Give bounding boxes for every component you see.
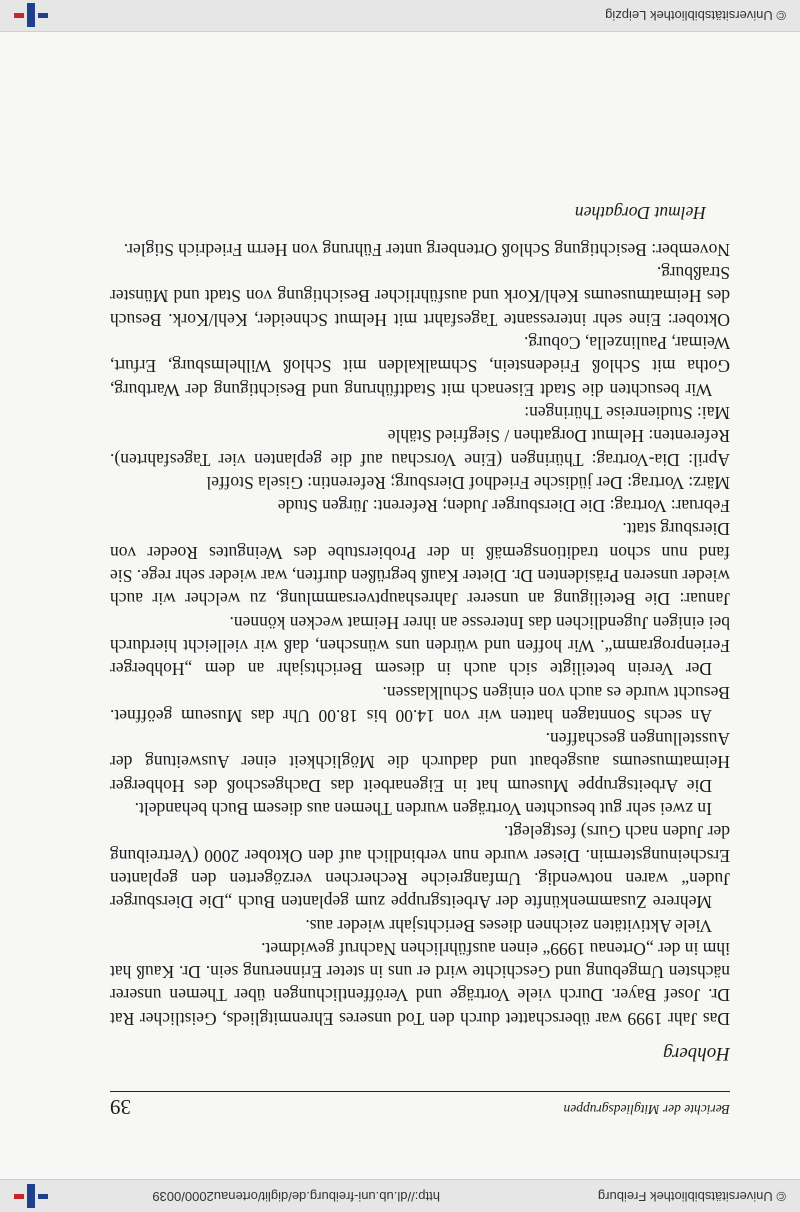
author-signature: Helmut Dorgathen xyxy=(574,202,706,223)
university-logo-icon xyxy=(8,1184,52,1208)
paragraph: An sechs Sonntagen hatten wir von 14.00 bis 18.00 Uhr das Museum geöffnet. Besucht wurde es auch von einigen Schulklassen. xyxy=(110,682,730,726)
paragraph: Viele Aktivitäten zeichnen dieses Berichtsjahr wieder aus. xyxy=(305,915,712,936)
event-paragraph: November: Besichtigung Schloß Ortenberg unter Führung von Herrn Friedrich Stigler. xyxy=(123,239,730,260)
event-paragraph: Mai: Studienreise Thüringen: xyxy=(524,402,730,423)
viewer-footer-bar xyxy=(0,0,800,32)
event-paragraph: April: Dia-Vortrag: Thüringen (Eine Vorschau auf die geplanten vier Tagesfahrten). Referenten: Helmut Dorgathen / Siegfried Stähle xyxy=(110,426,730,470)
viewer-header-bar xyxy=(0,1179,800,1212)
paragraph: Das Jahr 1999 war überschattet durch den Tod unseres Ehrenmitglieds, Geistlicher Rat Dr. Josef Bayer. Durch viele Vorträge und Veröffentlichungen über Themen unserer nächsten Umgebung und Geschichte wird er uns in steter Erinnerung sein. Dr. Kauß hat ihm in der „Ortenau 1999“ einen ausführlichen Nachruf gewidmet. xyxy=(110,938,730,1029)
event-paragraph: Januar: Die Beteiligung an unserer Jahreshauptversammlung, zu welcher wir auch wieder unseren Präsidenten Dr. Dieter Kauß begrüßen durften, war wieder sehr rege. Sie fand nun schon traditionsgemäß in der Probierstube des Weingutes Roeder von Diersburg statt. xyxy=(110,519,730,610)
copyright-text: © Universitätsbibliothek Leipzig xyxy=(605,8,786,23)
running-header xyxy=(110,1091,730,1122)
page-content xyxy=(110,200,730,1122)
paragraph: Die Arbeitsgruppe Museum hat in Eigenarbeit das Dachgeschoß des Hohberger Heimatmuseums ausgebaut und dadurch die Möglichkeit einer Ausweitung der Ausstellungen geschaffen. xyxy=(110,729,730,796)
library-logo-icon xyxy=(8,3,52,27)
event-paragraph: Oktober: Eine sehr interessante Tagesfahrt mit Helmut Schneider, Kehl/Kork. Besuch des Heimatmuseums Kehl/Kork und ausführlicher Besichtigung von Stadt und Münster Straßburg. xyxy=(110,263,730,330)
paragraph: Wir besuchten die Stadt Eisenach mit Stadtführung und Besichtigung der Wartburg, Gotha mit Schloß Friedenstein, Schmalkalden mit Schloß Wilhelmsburg, Erfurt, Weimar, Paulinzella, Coburg. xyxy=(110,333,730,400)
section-title: Hohberg xyxy=(663,1043,730,1064)
event-paragraph: Februar: Vortrag: Die Diersburger Juden; Referent: Jürgen Stude xyxy=(277,496,730,517)
source-url[interactable]: http://dl.ub.uni-freiburg.de/diglit/ortenau2000/0039 xyxy=(152,1189,440,1204)
paragraph: In zwei sehr gut besuchten Vorträgen wurden Themen aus diesem Buch behandelt. xyxy=(134,799,712,820)
paragraph: Mehrere Zusammenkünfte der Arbeitsgruppe zum geplanten Buch „Die Diersburger Juden“ waren notwendig. Umfangreiche Recherchen verzögerten den geplanten Erscheinungstermin. Dieser wurde nun verbindlich auf den Oktober 2000 (Vertreibung der Juden nach Gurs) festgelegt. xyxy=(110,822,730,913)
running-title: Berichte der Mitgliedsgruppen xyxy=(563,1102,730,1118)
copyright-text: © Universitätsbibliothek Freiburg xyxy=(597,1189,786,1204)
paragraph: Der Verein beteiligte sich auch in diesem Berichtsjahr an dem „Hohberger Ferienprogramm“. Wir hoffen und würden uns wünschen, daß wir vielleicht hierdurch bei einigen Jugendlichen das Interesse an ihrer Heimat wecken können. xyxy=(110,612,730,680)
page-number: 39 xyxy=(110,1095,131,1120)
event-paragraph: März: Vortrag: Der jüdische Friedhof Diersburg; Referentin: Gisela Stoffel xyxy=(206,472,730,493)
